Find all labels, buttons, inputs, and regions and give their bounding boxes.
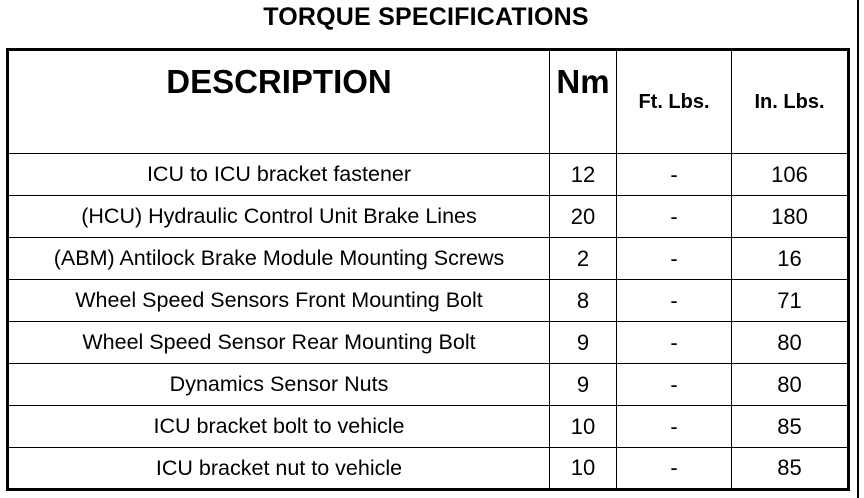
table-row xyxy=(8,364,849,406)
header-in-lbs: In. Lbs. xyxy=(732,50,849,154)
table-row xyxy=(8,406,849,448)
cell-in-lbs: 106 xyxy=(732,154,849,196)
cell-description: ICU bracket nut to vehicle xyxy=(8,448,550,490)
table-row xyxy=(8,322,849,364)
cell-nm: 12 xyxy=(550,154,617,196)
cell-ft-lbs: - xyxy=(617,322,732,364)
cell-in-lbs: 85 xyxy=(732,406,849,448)
cell-description: ICU to ICU bracket fastener xyxy=(8,154,550,196)
table-row xyxy=(8,448,849,490)
table-row xyxy=(8,238,849,280)
table-body xyxy=(8,154,849,490)
cell-ft-lbs: - xyxy=(617,364,732,406)
cell-in-lbs: 80 xyxy=(732,364,849,406)
cell-in-lbs: 71 xyxy=(732,280,849,322)
cell-nm: 9 xyxy=(550,322,617,364)
header-ft-lbs: Ft. Lbs. xyxy=(617,50,732,154)
torque-spec-table xyxy=(6,48,850,491)
cell-description: (HCU) Hydraulic Control Unit Brake Lines xyxy=(8,196,550,238)
header-nm: Nm xyxy=(550,50,617,154)
cell-nm: 2 xyxy=(550,238,617,280)
cell-nm: 9 xyxy=(550,364,617,406)
cell-nm: 8 xyxy=(550,280,617,322)
cell-description: Dynamics Sensor Nuts xyxy=(8,364,550,406)
cell-description: Wheel Speed Sensor Rear Mounting Bolt xyxy=(8,322,550,364)
cell-description: Wheel Speed Sensors Front Mounting Bolt xyxy=(8,280,550,322)
table-header xyxy=(8,50,849,154)
cell-nm: 20 xyxy=(550,196,617,238)
cell-ft-lbs: - xyxy=(617,196,732,238)
cell-description: (ABM) Antilock Brake Module Mounting Screws xyxy=(8,238,550,280)
cell-ft-lbs: - xyxy=(617,154,732,196)
cell-ft-lbs: - xyxy=(617,406,732,448)
cell-nm: 10 xyxy=(550,406,617,448)
cell-in-lbs: 80 xyxy=(732,322,849,364)
table-row xyxy=(8,154,849,196)
cell-in-lbs: 180 xyxy=(732,196,849,238)
header-row xyxy=(8,50,849,154)
cell-description: ICU bracket bolt to vehicle xyxy=(8,406,550,448)
cell-in-lbs: 16 xyxy=(732,238,849,280)
table-row xyxy=(8,280,849,322)
cell-ft-lbs: - xyxy=(617,448,732,490)
table-row xyxy=(8,196,849,238)
cell-nm: 10 xyxy=(550,448,617,490)
page-edge-rule xyxy=(857,0,859,498)
cell-in-lbs: 85 xyxy=(732,448,849,490)
cell-ft-lbs: - xyxy=(617,238,732,280)
cell-ft-lbs: - xyxy=(617,280,732,322)
header-description: DESCRIPTION xyxy=(8,50,550,154)
page-title: TORQUE SPECIFICATIONS xyxy=(263,3,589,31)
